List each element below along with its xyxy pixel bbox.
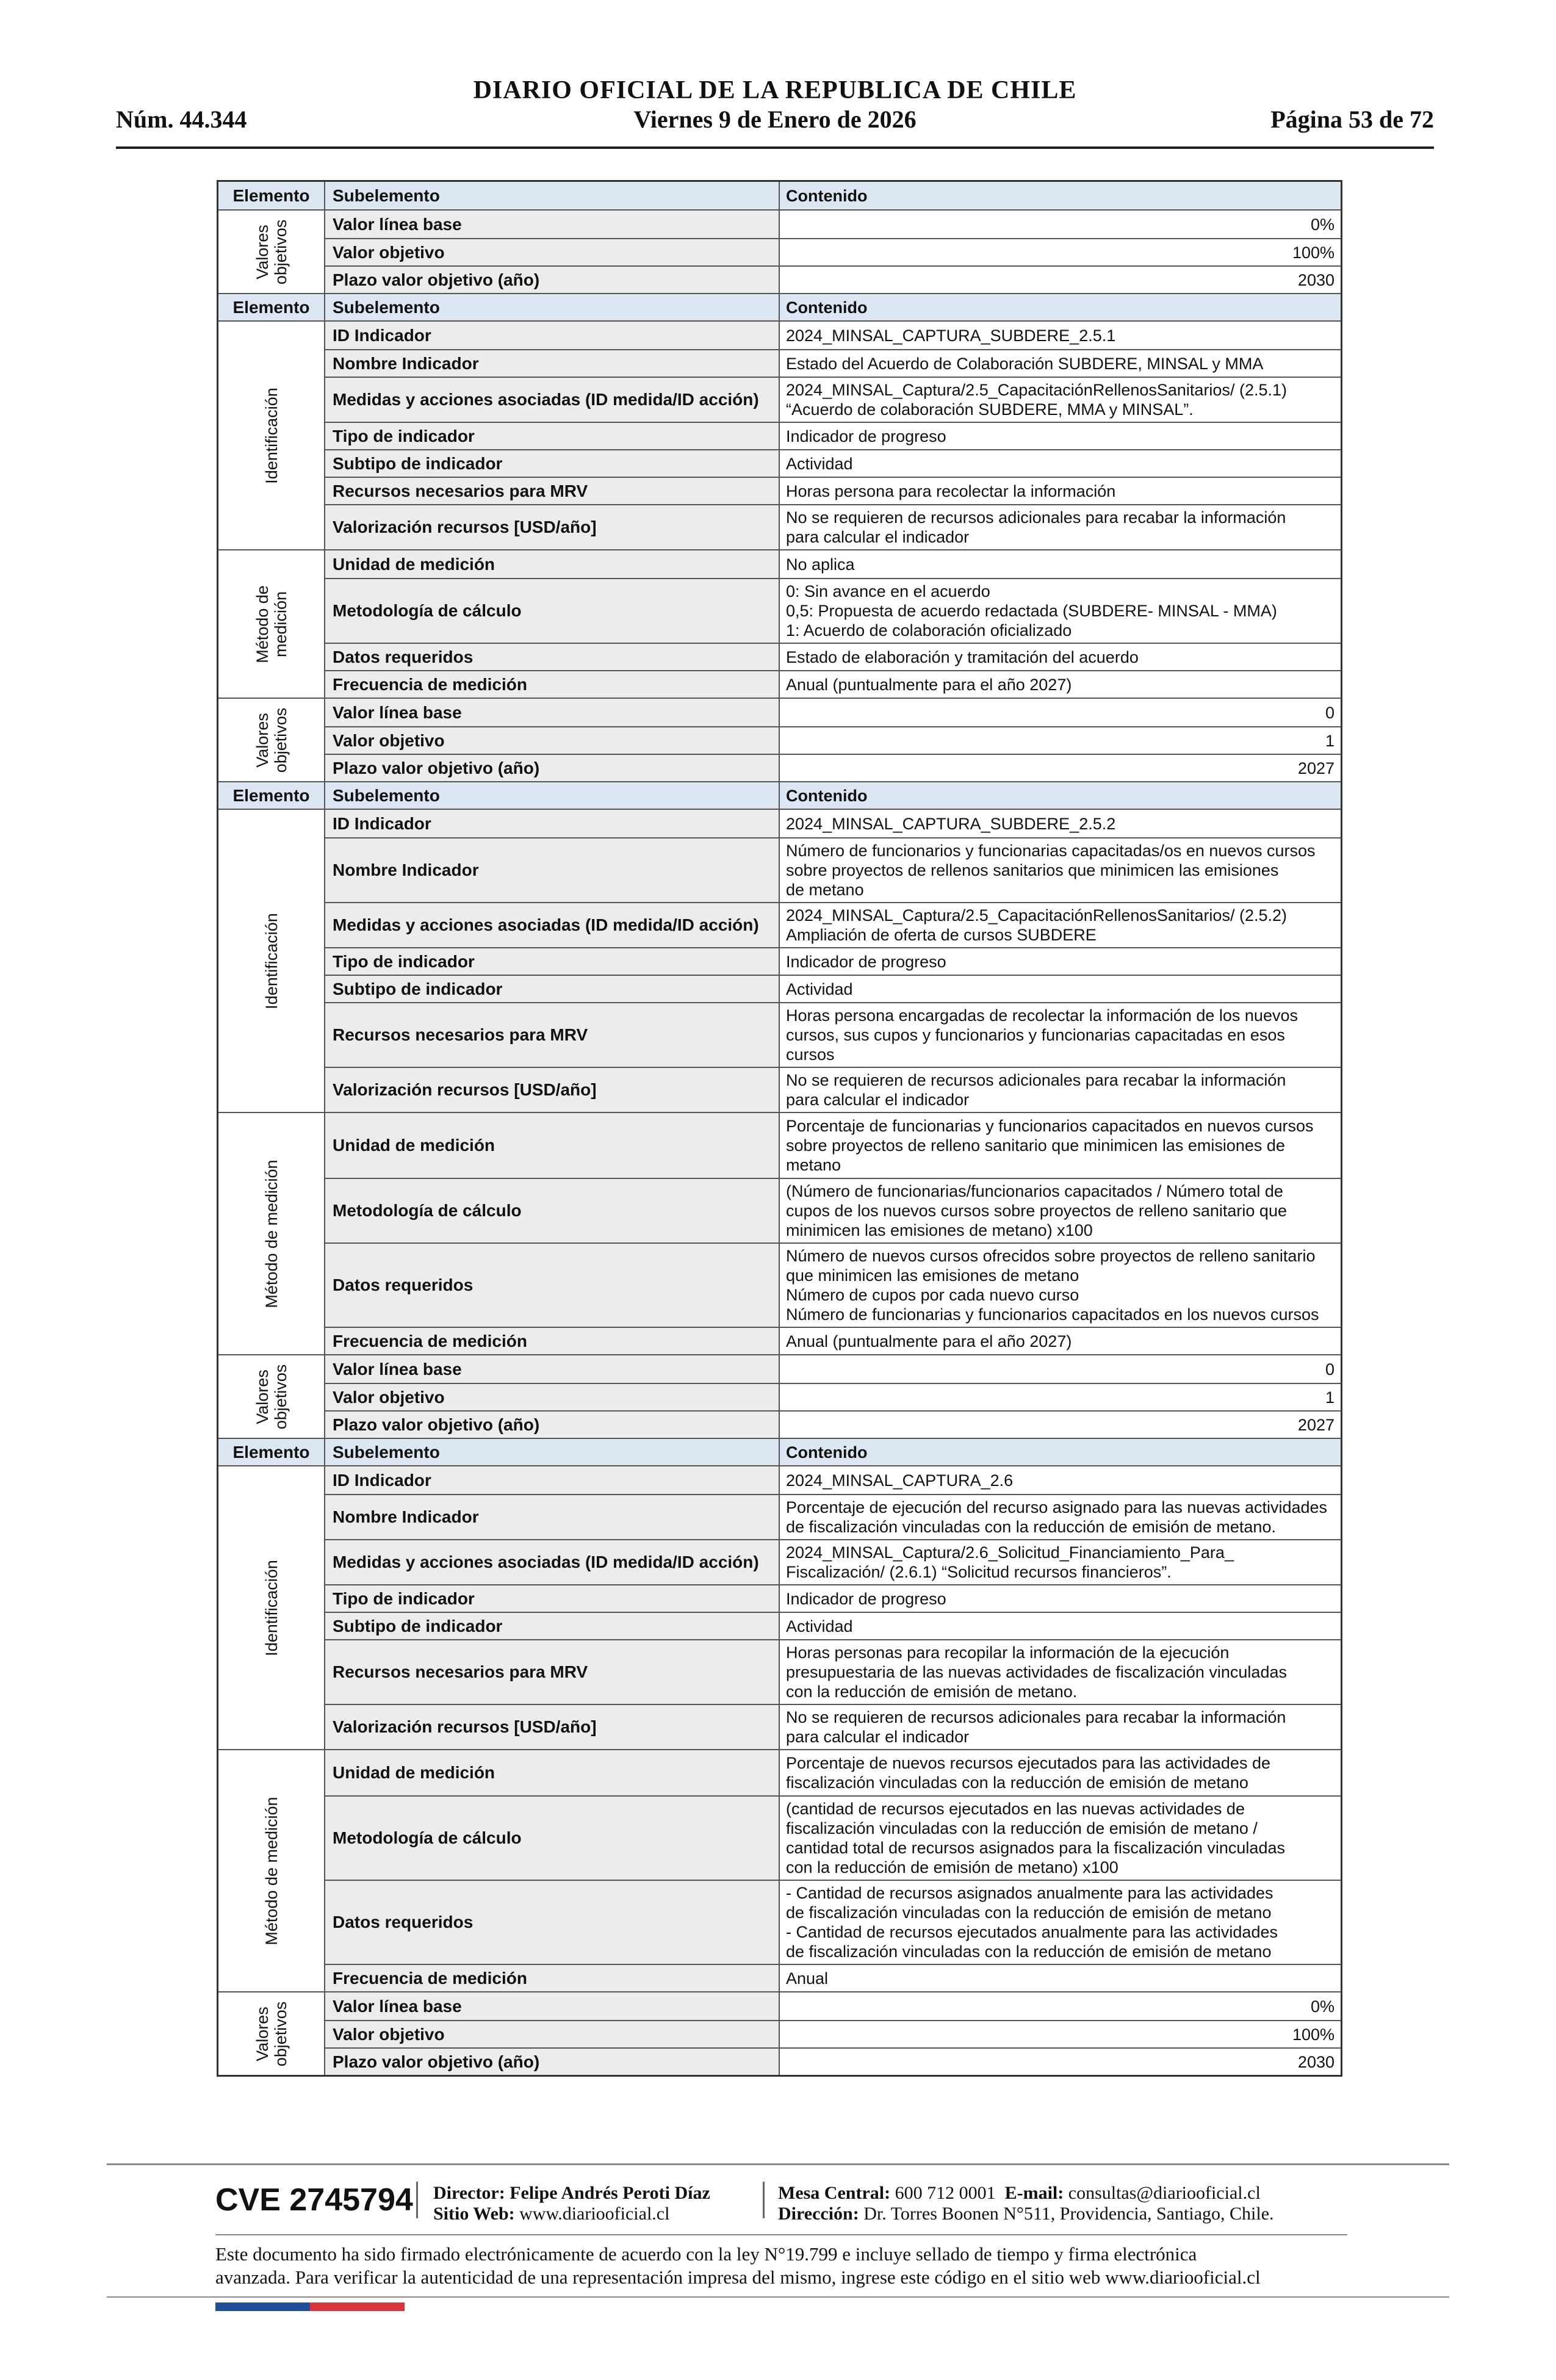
content-value: 2024_MINSAL_Captura/2.5_CapacitaciónRellenosSanitarios/ (2.5.2) Ampliación de oferta de cursos SUBDERE [786, 906, 1287, 944]
table-row [325, 670, 1341, 698]
col-header-subelemento: Subelemento [325, 182, 780, 209]
content-cell [780, 1965, 1341, 1991]
phone-number: 600 712 0001 [895, 2183, 996, 2203]
subelement-label: Medidas y acciones asociadas (ID medida/ID acción) [325, 378, 780, 422]
content-value: 2024_MINSAL_Captura/2.6_Solicitud_Financiamiento_Para_ Fiscalización/ (2.6.1) “Solicitud recursos financieros”. [786, 1543, 1234, 1581]
table-row [325, 1539, 1341, 1584]
element-label: Identificación [262, 912, 281, 1009]
footer-separator [416, 2182, 418, 2218]
element-rows [325, 1355, 1341, 1438]
email-label: E-mail: [1004, 2183, 1064, 2203]
content-cell [780, 727, 1341, 754]
website-link[interactable]: www.diariooficial.cl [519, 2204, 670, 2224]
content-value: Número de funcionarios y funcionarias capacitadas/os en nuevos cursos sobre proyectos de rellenos sanitarios que minimicen las emisiones de metano [786, 842, 1316, 899]
element-label: Valores objetivos [253, 2001, 290, 2066]
content-value: Horas persona encargadas de recolectar la información de los nuevos cursos, sus cupos y funcionarios y funcionarias capacitadas en esos cursos [786, 1006, 1298, 1064]
flag-red-band [310, 2302, 405, 2311]
footer-divider [215, 2234, 1347, 2235]
content-value: 2024_MINSAL_CAPTURA_SUBDERE_2.5.2 [786, 814, 1116, 833]
subelement-label: Datos requeridos [325, 644, 780, 670]
content-value: No se requieren de recursos adicionales para recabar la información para calcular el indicador [786, 1071, 1286, 1109]
subelement-label: Nombre Indicador [325, 1495, 780, 1539]
content-cell [780, 1003, 1341, 1067]
content-cell [780, 1640, 1341, 1704]
subelement-label: Plazo valor objetivo (año) [325, 2049, 780, 2075]
table-row [325, 2020, 1341, 2047]
element-label: Método de medición [262, 1796, 281, 1945]
content-cell [780, 1466, 1341, 1494]
subelement-label: Valor línea base [325, 1992, 780, 2020]
content-value: Horas personas para recopilar la información de la ejecución presupuestaria de las nuevas actividades de fiscalización vinculadas con la reducción de emisión de metano. [786, 1643, 1287, 1701]
subelement-label: Metodología de cálculo [325, 579, 780, 643]
content-value: Estado del Acuerdo de Colaboración SUBDERE, MINSAL y MMA [786, 354, 1264, 373]
element-group-valores [218, 209, 1341, 293]
cve-code: CVE 2745794 [215, 2182, 413, 2218]
subelement-label: Datos requeridos [325, 1244, 780, 1327]
element-label-cell [218, 1992, 325, 2075]
content-value: 2027 [1297, 1415, 1334, 1434]
content-value: Anual (puntualmente para el año 2027) [786, 1332, 1072, 1350]
address-label: Dirección: [778, 2204, 859, 2224]
footer-divider [107, 2163, 1449, 2165]
content-value: 2024_MINSAL_CAPTURA_2.6 [786, 1471, 1014, 1490]
col-header-elemento: Elemento [218, 782, 325, 809]
subelement-label: Medidas y acciones asociadas (ID medida/ID acción) [325, 903, 780, 947]
subelement-label: Tipo de indicador [325, 1585, 780, 1612]
element-rows [325, 1992, 1341, 2075]
content-cell [780, 671, 1341, 698]
element-rows [325, 810, 1341, 1112]
subelement-label: Frecuencia de medición [325, 671, 780, 698]
table-row [325, 837, 1341, 902]
table-header-row [218, 1438, 1341, 1465]
table-row [325, 1639, 1341, 1704]
content-value: 0% [1310, 1997, 1334, 2016]
element-label-cell [218, 211, 325, 293]
table-row [325, 1704, 1341, 1749]
content-value: Porcentaje de ejecución del recurso asignado para las nuevas actividades de fiscalización vinculadas con la reducción de emisión de metano. [786, 1498, 1328, 1536]
subelement-label: Subtipo de indicador [325, 976, 780, 1002]
content-value: Actividad [786, 454, 853, 473]
subelement-label: Valor objetivo [325, 239, 780, 265]
element-label-cell [218, 1355, 325, 1438]
content-cell [780, 1179, 1341, 1242]
table-row [325, 643, 1341, 670]
content-cell [780, 322, 1341, 349]
content-cell [780, 1613, 1341, 1639]
element-label: Valores objetivos [253, 1364, 290, 1429]
subelement-label: Valor línea base [325, 699, 780, 726]
table-row [325, 449, 1341, 477]
col-header-elemento: Elemento [218, 1439, 325, 1465]
subelement-label: Recursos necesarios para MRV [325, 1003, 780, 1067]
subelement-label: ID Indicador [325, 1466, 780, 1494]
element-label: Valores objetivos [253, 707, 290, 773]
subelement-label: Recursos necesarios para MRV [325, 478, 780, 504]
table-row [325, 902, 1341, 947]
table-row [325, 211, 1341, 238]
table-row [325, 1612, 1341, 1639]
director-name: Felipe Andrés Peroti Díaz [510, 2183, 710, 2203]
content-value: Indicador de progreso [786, 427, 946, 445]
element-group-valores [218, 1354, 1341, 1438]
col-header-contenido: Contenido [786, 1443, 868, 1462]
content-cell [780, 350, 1341, 377]
footer-divider [107, 2296, 1449, 2298]
content-cell [780, 1412, 1341, 1438]
element-label-cell [218, 810, 325, 1112]
element-group-ident [218, 1465, 1341, 1749]
element-label: Identificación [262, 1559, 281, 1656]
subelement-label: Plazo valor objetivo (año) [325, 1412, 780, 1438]
content-cell [780, 1355, 1341, 1383]
content-value: 1 [1325, 731, 1334, 750]
web-label: Sitio Web: [433, 2204, 515, 2224]
content-cell [780, 1585, 1341, 1612]
content-value: Estado de elaboración y tramitación del acuerdo [786, 647, 1139, 666]
table-row [325, 1178, 1341, 1242]
content-cell [780, 1992, 1341, 2020]
subelement-label: Frecuencia de medición [325, 1328, 780, 1354]
subelement-label: Subtipo de indicador [325, 1613, 780, 1639]
footer-separator [763, 2182, 765, 2218]
col-header-subelemento: Subelemento [325, 294, 780, 320]
col-header-subelemento: Subelemento [325, 782, 780, 809]
director-label: Director: [433, 2183, 505, 2203]
content-cell [780, 267, 1341, 293]
col-header-contenido: Contenido [786, 298, 868, 317]
col-header-contenido: Contenido [786, 786, 868, 805]
content-cell [780, 1113, 1341, 1178]
content-cell [780, 1328, 1341, 1354]
element-rows [325, 550, 1341, 698]
table-row [325, 1750, 1341, 1795]
content-cell [780, 1384, 1341, 1410]
table-row [325, 1383, 1341, 1410]
table-row [325, 422, 1341, 449]
content-value: No aplica [786, 555, 855, 574]
newspaper-title: DIARIO OFICIAL DE LA REPUBLICA DE CHILE [473, 76, 1077, 104]
table-row [325, 1466, 1341, 1494]
subelement-label: Tipo de indicador [325, 948, 780, 975]
table-row [325, 1964, 1341, 1991]
subelement-label: Recursos necesarios para MRV [325, 1640, 780, 1704]
content-cell [780, 423, 1341, 449]
table-row [325, 810, 1341, 837]
content-value: 2024_MINSAL_Captura/2.5_CapacitaciónRellenosSanitarios/ (2.5.1) “Acuerdo de colaboración SUBDERE, MMA y MINSAL”. [786, 381, 1287, 419]
content-cell [780, 239, 1341, 265]
subelement-label: ID Indicador [325, 810, 780, 837]
element-label: Valores objetivos [253, 219, 290, 284]
content-cell [780, 1705, 1341, 1749]
content-value: Indicador de progreso [786, 1589, 946, 1608]
page-number: Página 53 de 72 [1270, 106, 1434, 133]
flag-blue-band [215, 2302, 310, 2311]
subelement-label: Frecuencia de medición [325, 1965, 780, 1991]
element-label: Método de medición [253, 585, 290, 663]
content-value: No se requieren de recursos adicionales para recabar la información para calcular el indicador [786, 1708, 1286, 1746]
element-label: Identificación [262, 387, 281, 484]
element-label: Método de medición [262, 1159, 281, 1308]
element-group-metodo [218, 1112, 1341, 1354]
element-rows [325, 1113, 1341, 1354]
table-row [325, 1355, 1341, 1383]
content-value: Actividad [786, 979, 853, 998]
content-cell [780, 579, 1341, 643]
subelement-label: Valorización recursos [USD/año] [325, 1705, 780, 1749]
content-cell [780, 755, 1341, 781]
element-group-valores [218, 698, 1341, 781]
element-group-metodo [218, 549, 1341, 698]
subelement-label: Nombre Indicador [325, 350, 780, 377]
table-row [325, 1242, 1341, 1327]
table-row [325, 349, 1341, 377]
content-cell [780, 1495, 1341, 1539]
element-group-ident [218, 809, 1341, 1112]
content-value: 1 [1325, 1388, 1334, 1407]
content-cell [780, 1797, 1341, 1880]
table-row [325, 699, 1341, 726]
content-value: No se requieren de recursos adicionales para recabar la información para calcular el indicador [786, 508, 1286, 546]
content-value: 2027 [1297, 759, 1334, 777]
content-cell [780, 478, 1341, 504]
content-cell [780, 2049, 1341, 2075]
issue-number: Núm. 44.344 [116, 106, 247, 133]
element-group-ident [218, 320, 1341, 549]
subelement-label: Metodología de cálculo [325, 1797, 780, 1880]
table-row [325, 578, 1341, 643]
table-row [325, 377, 1341, 422]
element-rows [325, 322, 1341, 549]
subelement-label: Valor línea base [325, 1355, 780, 1383]
content-cell [780, 948, 1341, 975]
content-cell [780, 1068, 1341, 1112]
content-cell [780, 1881, 1341, 1964]
element-group-metodo [218, 1749, 1341, 1991]
table-row [325, 1410, 1341, 1438]
content-value: 0: Sin avance en el acuerdo 0,5: Propuesta de acuerdo redactada (SUBDERE- MINSAL - MMA) 1: Acuerdo de colaboración oficializado [786, 582, 1277, 640]
subelement-label: Unidad de medición [325, 550, 780, 578]
chile-flag-stripe [215, 2302, 405, 2311]
content-value: - Cantidad de recursos asignados anualmente para las actividades de fiscalización vinculadas con la reducción de emisión de metano - Cantidad de recursos ejecutados anualmente para las actividades de fiscalización vinculadas con la reducción de emisión de metano [786, 1884, 1278, 1961]
element-group-valores [218, 1991, 1341, 2075]
subelement-label: ID Indicador [325, 322, 780, 349]
table-row [325, 1795, 1341, 1880]
content-cell [780, 838, 1341, 902]
table-row [325, 550, 1341, 578]
content-cell [780, 903, 1341, 947]
legal-line-1: Este documento ha sido firmado electrónicamente de acuerdo con la ley N°19.799 e incluye sellado de tiempo y firma electrónica [215, 2243, 1197, 2265]
table-header-row [218, 182, 1341, 209]
director-block [433, 2183, 710, 2224]
table-row [325, 504, 1341, 549]
content-cell [780, 810, 1341, 837]
table-row [325, 1327, 1341, 1354]
subelement-label: Plazo valor objetivo (año) [325, 267, 780, 293]
table-row [325, 947, 1341, 975]
subelement-label: Valor objetivo [325, 1384, 780, 1410]
content-value: 0 [1325, 1360, 1334, 1379]
content-cell [780, 550, 1341, 578]
subelement-label: Datos requeridos [325, 1881, 780, 1964]
subelement-label: Tipo de indicador [325, 423, 780, 449]
subelement-label: Unidad de medición [325, 1113, 780, 1178]
content-value: 2030 [1297, 270, 1334, 289]
indicator-table [217, 180, 1342, 2077]
subelement-label: Plazo valor objetivo (año) [325, 755, 780, 781]
col-header-subelemento: Subelemento [325, 1439, 780, 1465]
table-row [325, 754, 1341, 781]
content-value: Horas persona para recolectar la información [786, 481, 1116, 500]
content-cell [780, 505, 1341, 549]
content-value: 0 [1325, 703, 1334, 722]
content-cell [780, 976, 1341, 1002]
email-link[interactable]: consultas@diariooficial.cl [1068, 2183, 1261, 2203]
element-label-cell [218, 1466, 325, 1749]
legal-notice [215, 2243, 1363, 2289]
subelement-label: Medidas y acciones asociadas (ID medida/ID acción) [325, 1540, 780, 1584]
content-value: 100% [1292, 2025, 1334, 2044]
subelement-label: Valorización recursos [USD/año] [325, 1068, 780, 1112]
content-cell [780, 211, 1341, 238]
subelement-label: Valor línea base [325, 211, 780, 238]
table-row [325, 1880, 1341, 1964]
content-value: 0% [1310, 215, 1334, 234]
content-cell [780, 1750, 1341, 1795]
element-rows [325, 699, 1341, 781]
content-cell [780, 1244, 1341, 1327]
table-row [325, 1584, 1341, 1612]
content-cell [780, 1540, 1341, 1584]
contact-block [778, 2183, 1274, 2224]
mesa-label: Mesa Central: [778, 2183, 891, 2203]
table-row [325, 1494, 1341, 1539]
element-label-cell [218, 699, 325, 781]
table-row [325, 975, 1341, 1002]
table-header-row [218, 781, 1341, 809]
table-row [325, 1992, 1341, 2020]
content-value: Porcentaje de funcionarias y funcionarios capacitados en nuevos cursos sobre proyectos de relleno sanitario que minimicen las emisiones de metano [786, 1117, 1314, 1174]
content-value: Actividad [786, 1617, 853, 1635]
content-value: (cantidad de recursos ejecutados en las nuevas actividades de fiscalización vinculadas con la reducción de emisión de metano / cantidad total de recursos asignados para la fiscalización vinculadas con la reducción de emisión de metano) x100 [786, 1800, 1285, 1877]
table-row [325, 477, 1341, 504]
subelement-label: Valor objetivo [325, 2021, 780, 2047]
subelement-label: Metodología de cálculo [325, 1179, 780, 1242]
element-rows [325, 211, 1341, 293]
issue-date: Viernes 9 de Enero de 2026 [633, 106, 917, 133]
content-cell [780, 2021, 1341, 2047]
page-header [116, 73, 1434, 149]
legal-line-2: avanzada. Para verificar la autenticidad de una representación impresa del mismo, ingrese este código en el sitio web www.diariooficial.cl [215, 2266, 1261, 2288]
table-row [325, 265, 1341, 293]
content-cell [780, 699, 1341, 726]
content-cell [780, 450, 1341, 477]
address: Dr. Torres Boonen N°511, Providencia, Santiago, Chile. [863, 2204, 1274, 2224]
subelement-label: Nombre Indicador [325, 838, 780, 902]
content-value: Anual (puntualmente para el año 2027) [786, 675, 1072, 694]
content-cell [780, 378, 1341, 422]
content-cell [780, 644, 1341, 670]
table-row [325, 2047, 1341, 2075]
content-value: 100% [1292, 243, 1334, 262]
content-value: Anual [786, 1969, 829, 1988]
table-header-row [218, 293, 1341, 320]
table-row [325, 726, 1341, 754]
col-header-elemento: Elemento [218, 182, 325, 209]
element-rows [325, 1466, 1341, 1749]
content-value: 2024_MINSAL_CAPTURA_SUBDERE_2.5.1 [786, 326, 1116, 345]
table-row [325, 322, 1341, 349]
subelement-label: Valorización recursos [USD/año] [325, 505, 780, 549]
col-header-elemento: Elemento [218, 294, 325, 320]
table-row [325, 1002, 1341, 1067]
table-row [325, 1067, 1341, 1112]
subelement-label: Subtipo de indicador [325, 450, 780, 477]
col-header-contenido: Contenido [786, 186, 868, 205]
subelement-label: Unidad de medición [325, 1750, 780, 1795]
table-row [325, 1113, 1341, 1178]
content-value: (Número de funcionarias/funcionarios capacitados / Número total de cupos de los nuevos cursos sobre proyectos de relleno sanitario que minimicen las emisiones de metano) x100 [786, 1182, 1287, 1239]
content-value: Porcentaje de nuevos recursos ejecutados para las actividades de fiscalización vinculadas con la reducción de emisión de metano [786, 1754, 1270, 1792]
content-value: 2030 [1297, 2052, 1334, 2071]
table-row [325, 238, 1341, 265]
element-rows [325, 1750, 1341, 1991]
subelement-label: Valor objetivo [325, 727, 780, 754]
content-value: Número de nuevos cursos ofrecidos sobre proyectos de relleno sanitario que minimicen las emisiones de metano Número de cupos por cada nuevo curso Número de funcionarias y funcionarios capacitados en los nuevos cursos [786, 1247, 1319, 1324]
content-value: Indicador de progreso [786, 952, 946, 971]
